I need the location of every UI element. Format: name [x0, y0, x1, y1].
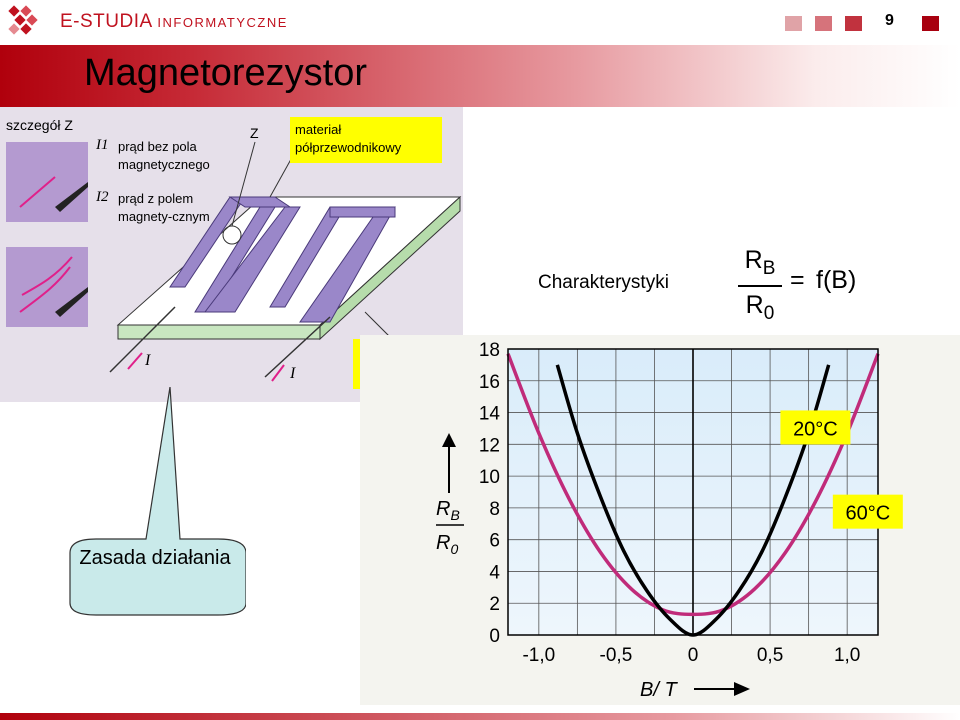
- y-tick-label: 8: [489, 498, 500, 520]
- formula-equals: =: [790, 266, 805, 294]
- current-label-right: I: [290, 365, 296, 382]
- fraction-bar: [738, 285, 782, 287]
- x-tick-label: 0,5: [756, 645, 784, 666]
- z-label: Z: [250, 125, 259, 141]
- formula-fraction: [738, 246, 782, 325]
- y-tick-label: 0: [489, 626, 500, 647]
- logo-icon: [4, 4, 48, 40]
- y-axis-arrowhead: [442, 433, 456, 447]
- x-tick-labels: [522, 645, 860, 666]
- x-tick-label: 0: [687, 645, 699, 666]
- i2-description: prąd z polem magnety-cznym: [118, 191, 210, 224]
- y-tick-label: 6: [489, 530, 500, 552]
- y-axis-label-num-sub: B: [450, 507, 460, 523]
- series-label: 60°C: [845, 502, 891, 525]
- x-axis-arrowhead: [734, 682, 750, 696]
- y-tick-label: 10: [478, 467, 500, 489]
- y-axis-label-num: $R_B$: [436, 498, 460, 523]
- i2-label: I2: [96, 189, 109, 205]
- i1-label: I1: [96, 137, 109, 153]
- chart: [360, 335, 960, 705]
- brand-main: E-STUDIA: [60, 11, 152, 32]
- x-tick-label: -1,0: [522, 645, 556, 666]
- slide-title: Magnetorezystor: [84, 52, 368, 94]
- y-tick-label: 4: [489, 562, 500, 584]
- callout-text: Zasada działania: [79, 547, 231, 569]
- formula-rhs: f(B): [816, 266, 857, 294]
- material-label: materiał półprzewodnikowy: [295, 122, 402, 155]
- x-tick-label: 1,0: [833, 645, 861, 666]
- current-label-left: I: [145, 352, 151, 369]
- detail-label: szczegół Z: [6, 117, 73, 133]
- x-axis-label: B/ T: [640, 679, 677, 701]
- page-number: 9: [885, 12, 894, 29]
- characteristics-label: Charakterystyki: [538, 272, 669, 293]
- i1-description: prąd bez pola magnetycznego: [118, 139, 210, 172]
- bottom-bar: [0, 713, 960, 720]
- y-tick-label: 14: [478, 403, 500, 425]
- formula-denominator: $R_0$: [745, 291, 775, 324]
- y-tick-label: 2: [489, 594, 500, 616]
- header-square-3: [845, 16, 862, 31]
- y-tick-label: 18: [478, 340, 500, 361]
- y-tick-label: 12: [478, 435, 500, 457]
- x-tick-label: -0,5: [599, 645, 633, 666]
- header-square-2: [815, 16, 832, 31]
- y-axis-label-den-sub: 0: [450, 541, 459, 557]
- brand-name: [60, 11, 288, 33]
- header-square-4: [922, 16, 939, 31]
- callout-bubble: [68, 387, 246, 617]
- header-square-1: [785, 16, 802, 31]
- y-axis-label-den: $R_0$: [436, 532, 459, 557]
- formula-numerator: $R_B$: [744, 246, 776, 279]
- y-tick-label: 16: [478, 371, 500, 393]
- y-tick-labels: [479, 340, 501, 647]
- brand-sub: INFORMATYCZNE: [157, 15, 288, 30]
- series-label: 20°C: [793, 418, 838, 441]
